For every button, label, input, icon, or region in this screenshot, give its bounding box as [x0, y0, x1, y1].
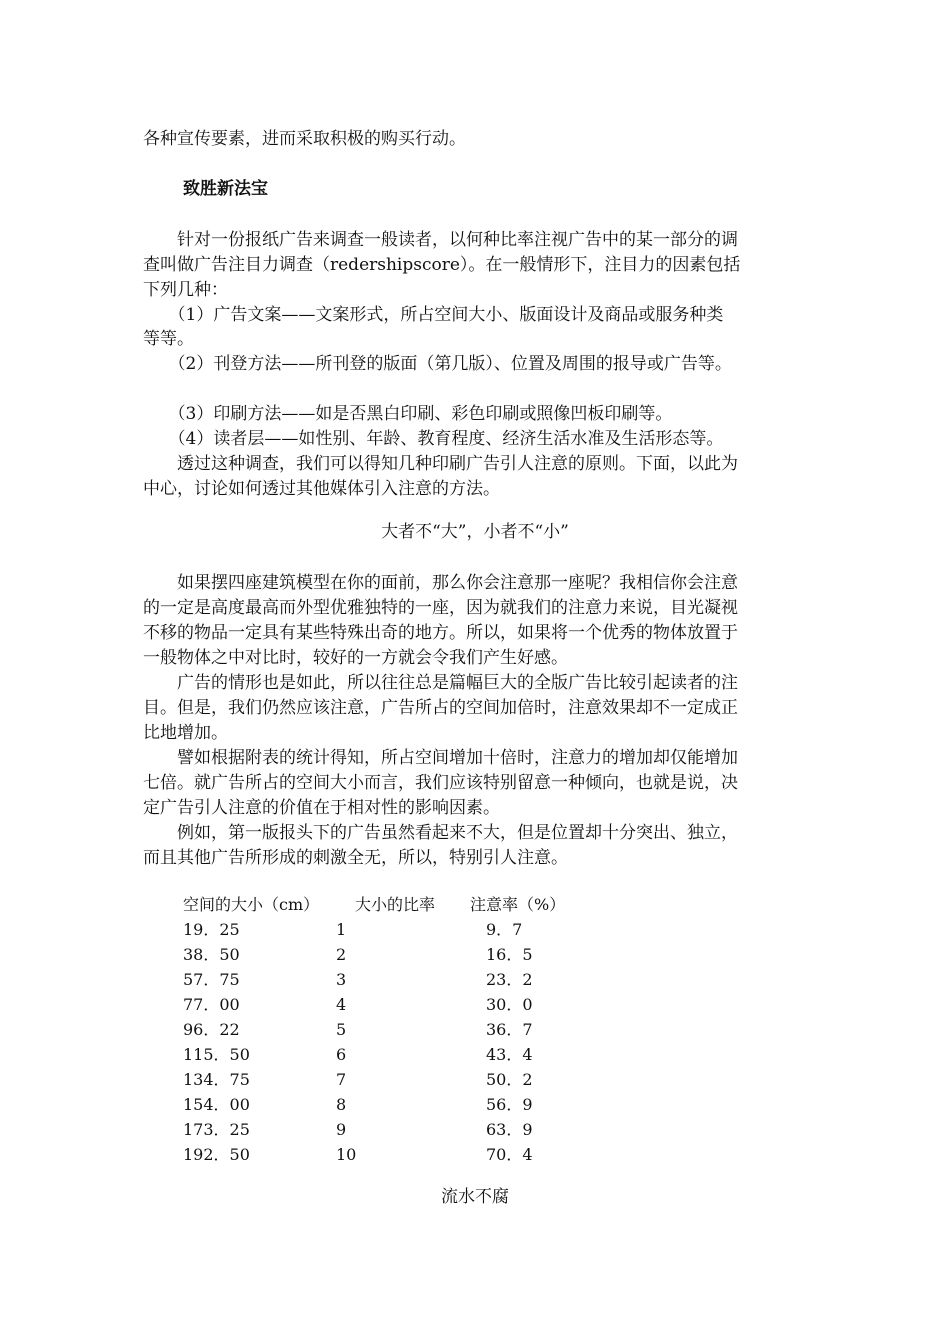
table-cell: 19．25: [183, 920, 240, 939]
table-cell: 57．75: [183, 970, 240, 989]
paragraph-line: 譬如根据附表的统计得知，所占空间增加十倍时，注意力的增加却仅能增加: [143, 748, 738, 768]
table-cell: 77．00: [183, 995, 240, 1014]
table-cell: 9: [336, 1120, 347, 1139]
table-cell: 134．75: [183, 1070, 250, 1089]
list-item: （4）读者层——如性别、年龄、教育程度、经济生活水准及生活形态等。: [143, 429, 724, 449]
table-cell: 56．9: [486, 1095, 533, 1114]
table-cell: 192．50: [183, 1145, 250, 1164]
table-cell: 43．4: [486, 1045, 533, 1064]
paragraph-line: 一般物体之中对比时，较好的一方就会令我们产生好感。: [143, 648, 568, 668]
paragraph-line: 比地增加。: [143, 723, 228, 743]
table-cell: 70．4: [486, 1145, 533, 1164]
paragraph-line: 目。但是，我们仍然应该注意，广告所占的空间加倍时，注意效果却不一定成正: [143, 698, 738, 718]
list-item: （1）广告文案——文案形式，所占空间大小、版面设计及商品或服务种类: [143, 305, 724, 325]
paragraph-line: 广告的情形也是如此，所以往往总是篇幅巨大的全版广告比较引起读者的注: [143, 673, 738, 693]
table-cell: 10: [336, 1145, 357, 1164]
paragraph-line: 各种宣传要素，进而采取积极的购买行动。: [143, 129, 466, 149]
table-cell: 8: [336, 1095, 347, 1114]
paragraph-line: 等等。: [143, 329, 194, 349]
table-cell: 2: [336, 945, 347, 964]
paragraph-line: 下列几种：: [143, 280, 228, 300]
table-cell: 9．7: [486, 920, 523, 939]
table-cell: 173．25: [183, 1120, 250, 1139]
table-cell: 36．7: [486, 1020, 533, 1039]
list-item: （3）印刷方法——如是否黑白印刷、彩色印刷或照像凹板印刷等。: [143, 404, 673, 424]
table-cell: 154．00: [183, 1095, 250, 1114]
table-cell: 38．50: [183, 945, 240, 964]
paragraph-line: 不移的物品一定具有某些特殊出奇的地方。所以，如果将一个优秀的物体放置于: [143, 623, 738, 643]
column-header-ratio: 大小的比率: [355, 895, 436, 914]
paragraph-line: 例如，第一版报头下的广告虽然看起来不大，但是位置却十分突出、独立，: [143, 823, 738, 843]
column-header-size: 空间的大小（cm）: [183, 895, 320, 914]
table-cell: 4: [336, 995, 347, 1014]
table-cell: 1: [336, 920, 347, 939]
table-cell: 50．2: [486, 1070, 533, 1089]
table-cell: 23．2: [486, 970, 533, 989]
table-cell: 115．50: [183, 1045, 250, 1064]
table-cell: 5: [336, 1020, 347, 1039]
paragraph-line: 的一定是高度最高而外型优雅独特的一座，因为就我们的注意力来说，目光凝视: [143, 598, 738, 618]
paragraph-line: 定广告引人注意的价值在于相对性的影响因素。: [143, 798, 500, 818]
table-cell: 96．22: [183, 1020, 240, 1039]
paragraph-line: 中心，讨论如何透过其他媒体引入注意的方法。: [143, 479, 500, 499]
table-cell: 30．0: [486, 995, 533, 1014]
paragraph-line: 透过这种调查，我们可以得知几种印刷广告引人注意的原则。下面，以此为: [143, 454, 738, 474]
paragraph-line: 而且其他广告所形成的刺激全无，所以，特别引人注意。: [143, 848, 568, 868]
paragraph-line: 针对一份报纸广告来调查一般读者，以何种比率注视广告中的某一部分的调: [143, 230, 738, 250]
table-cell: 16．5: [486, 945, 533, 964]
table-cell: 63．9: [486, 1120, 533, 1139]
section-heading: 大者不“大”，小者不“小”: [381, 522, 569, 542]
column-header-rate: 注意率（%）: [470, 895, 566, 914]
paragraph-line: 七倍。就广告所占的空间大小而言，我们应该特别留意一种倾向，也就是说，决: [143, 773, 738, 793]
paragraph-line: 查叫做广告注目力调查（redershipscore）。在一般情形下，注目力的因素包括: [143, 255, 741, 275]
table-cell: 7: [336, 1070, 347, 1089]
section-heading: 流水不腐: [441, 1187, 509, 1207]
section-heading: 致胜新法宝: [183, 179, 268, 199]
paragraph-line: 如果摆四座建筑模型在你的面前，那么你会注意那一座呢？我相信你会注意: [143, 573, 738, 593]
table-cell: 3: [336, 970, 347, 989]
table-cell: 6: [336, 1045, 347, 1064]
list-item: （2）刊登方法——所刊登的版面（第几版）、位置及周围的报导或广告等。: [143, 354, 732, 374]
